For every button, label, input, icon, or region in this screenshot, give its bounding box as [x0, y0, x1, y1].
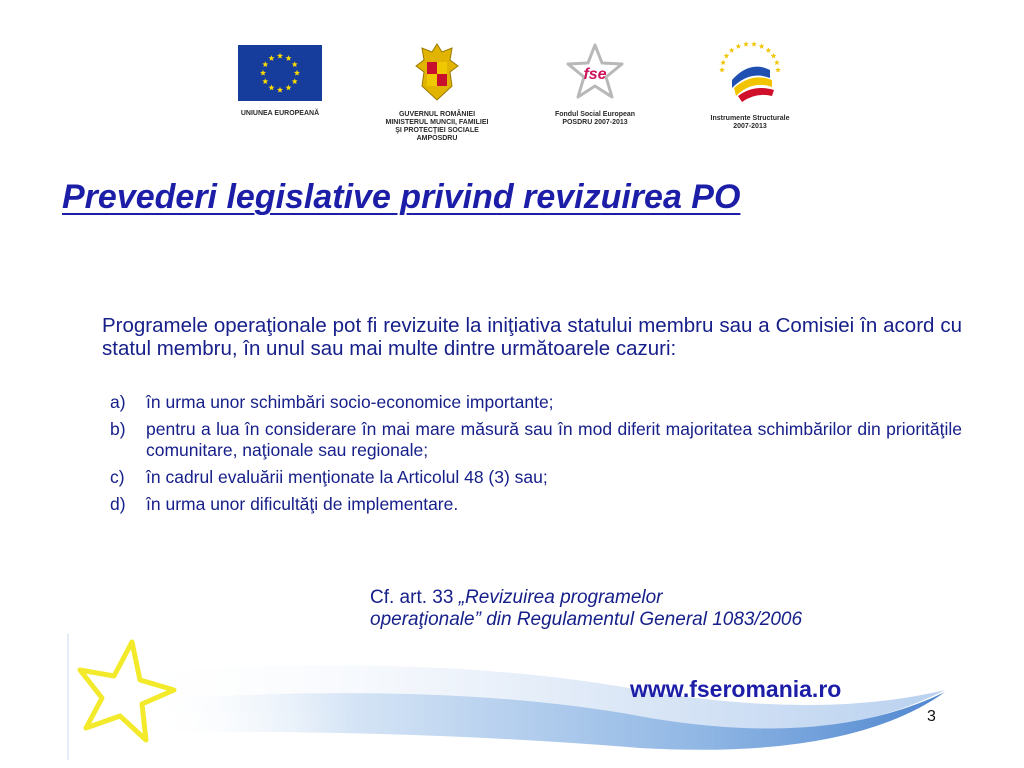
fse-logo [540, 42, 650, 127]
si-star [720, 60, 726, 65]
website-url[interactable]: www.fseromania.ro [630, 676, 842, 702]
si-star [765, 47, 771, 52]
si-star [759, 43, 765, 48]
list-marker: a) [110, 392, 126, 412]
list-item-text: în cadrul evaluării menţionate la Articolul 48 (3) sau; [146, 467, 548, 487]
eu-logo-caption: UNIUNEA EUROPEANĂ [240, 110, 320, 117]
fse-logo-text: fse [583, 66, 607, 83]
caption-line: AMPOSDRU [416, 135, 458, 142]
si-star [729, 47, 735, 52]
list-item [110, 494, 962, 515]
conditions-list [110, 392, 962, 521]
si-star [724, 53, 730, 58]
si-star [743, 41, 749, 46]
list-marker: b) [110, 419, 126, 439]
structural-instruments-caption [695, 115, 805, 131]
caption-line: ŞI PROTECŢIEI SOCIALE [395, 127, 479, 134]
si-star [751, 41, 757, 46]
si-star [775, 67, 781, 72]
list-item [110, 392, 962, 413]
si-star [774, 60, 780, 65]
caption-line: MINISTERUL MUNCII, FAMILIEI [385, 119, 489, 126]
government-logo [372, 42, 502, 143]
list-item [110, 467, 962, 488]
intro-paragraph: Programele operaţionale pot fi revizuite la iniţiativa statului membru sau a Comisiei în acord cu statul membru, în unul sau mai multe dintre următoarele cazuri: [102, 314, 962, 360]
caption-line: Instrumente Structurale [710, 115, 790, 122]
government-logo-caption [372, 111, 502, 143]
fse-star-icon [565, 42, 625, 102]
caption-line: 2007-2013 [733, 123, 767, 130]
eu-flag-icon [238, 45, 322, 101]
si-star [719, 67, 725, 72]
logo-bar [0, 40, 1024, 150]
caption-line: GUVERNUL ROMÂNIEI [398, 111, 476, 118]
list-marker: d) [110, 494, 126, 514]
slide-title: Prevederi legislative privind revizuirea PO [62, 178, 741, 216]
reference-title-line1: „Revizuirea programelor [458, 587, 663, 608]
si-star [771, 53, 777, 58]
si-star [736, 43, 742, 48]
list-marker: c) [110, 467, 125, 487]
caption-line: POSDRU 2007-2013 [562, 119, 628, 126]
footer-wave-decoration [0, 620, 1024, 768]
romania-coat-of-arms-icon [412, 42, 462, 102]
reference-title-line2: operaţionale” din Regulamentul General 1083/2006 [370, 609, 803, 630]
list-item-text: pentru a lua în considerare în mai mare măsură sau în mod diferit majoritatea schimbărilor din priorităţile comunitare, naţionale sau regionale; [146, 419, 962, 460]
list-item-text: în urma unor dificultăţi de implementare. [146, 494, 459, 514]
reference-prefix: Cf. art. 33 [370, 587, 459, 608]
structural-instruments-logo [695, 40, 805, 131]
list-item-text: în urma unor schimbări socio-economice importante; [146, 392, 554, 412]
eu-logo [230, 45, 330, 118]
page-number: 3 [927, 708, 936, 725]
fse-logo-caption [540, 111, 650, 127]
caption-line: Fondul Social European [554, 111, 636, 118]
structural-instruments-icon [714, 40, 786, 106]
list-item [110, 419, 962, 461]
